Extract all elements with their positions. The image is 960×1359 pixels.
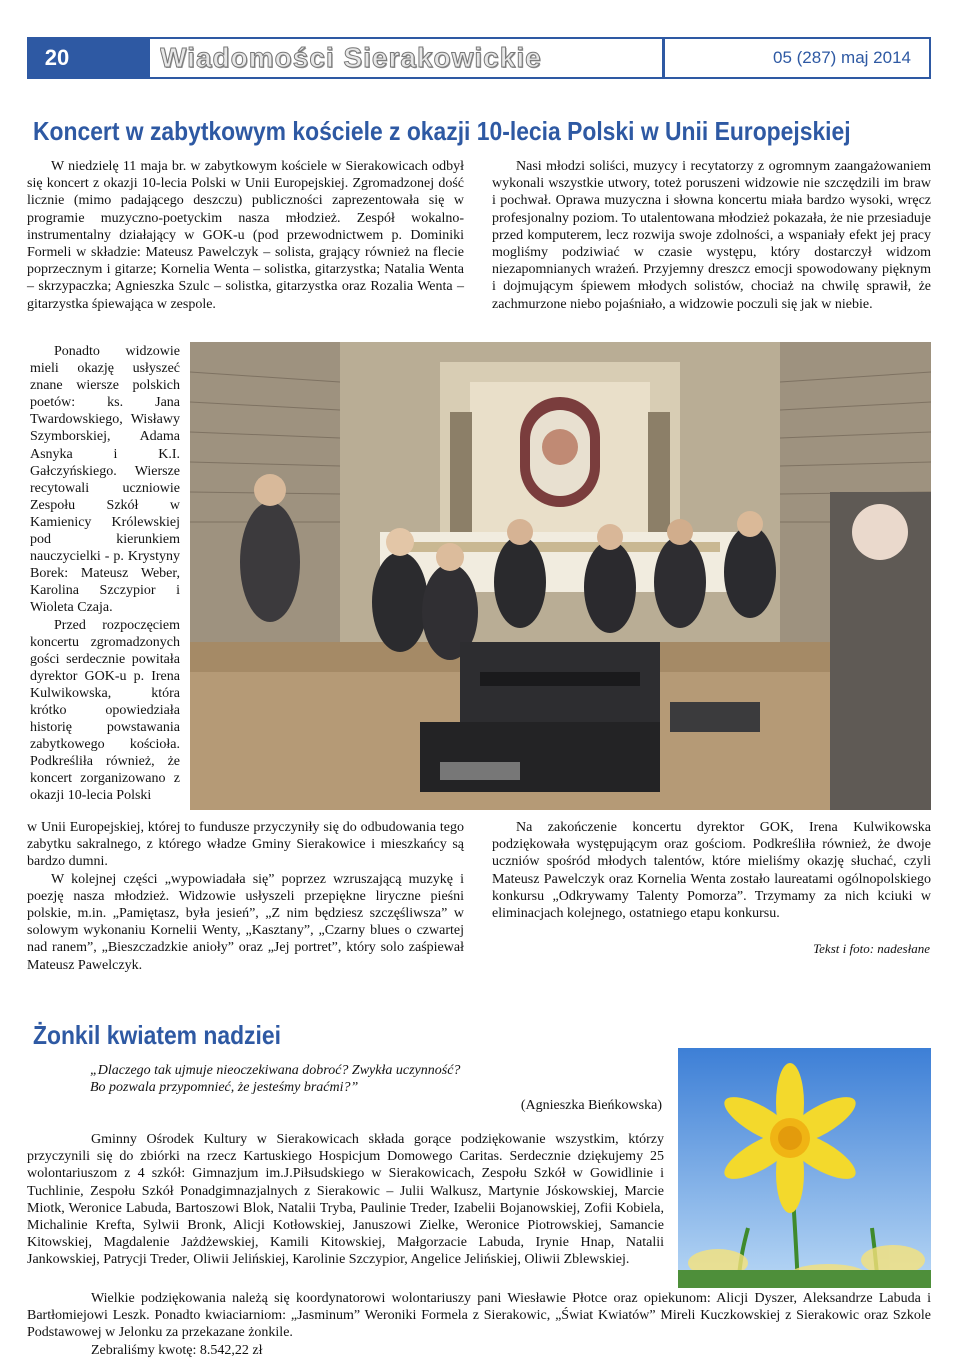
daffodil-image (678, 1048, 931, 1288)
paragraph: w Unii Europejskiej, której to fundusze przyczyniły się do odbudowania tego zabytku sakralnego, z którego władze Gminy Sierakowice i mieszkańcy są bardzo dumni. (27, 820, 464, 870)
concert-photo (190, 342, 931, 810)
masthead-title: Wiadomości Sierakowickie (160, 42, 542, 73)
article-column-left-bottom (27, 819, 464, 974)
concert-photo-image (190, 342, 931, 810)
article-column-narrow (30, 343, 180, 805)
paragraph: Wielkie podziękowania należą się koordynatorowi wolontariuszy pani Wiesławie Płotce oraz opiekunom: Alicji Dyszer, Aleksandrze Labuda i Bartłomiejowi Leszk. Ponadto kwiaciarniom: „Jasminum” Weroniki Formela z Sierakowic, „Świat Kwiatów” Mireli Kuczkowskiej z Sierakowic oraz Szkole Podstawowej w Jelonku za przekazane żonkile. (27, 1291, 931, 1341)
article2-title: Żonkil kwiatem nadziei (33, 1020, 281, 1050)
paragraph: W niedzielę 11 maja br. w zabytkowym kościele w Sierakowicach odbył się koncert z okazji 10-lecia Polski w Unii Europejskiej. Zgromadzonej dość licznie (mimo padającego deszczu) publiczności zaprezentowała się w programie muzyczno-poetyckim nasza młodzież. Zespół wokalno- instrumentalny działający w GOK-u (pod przewodnictwem p. Dominiki Formeli w składzie: Mateusz Pawelczyk – solista, grający również na flecie poprzecznym i gitarze; Kornelia Wenta – solistka, gitarzystka; Natalia Wenta – skrzypaczka; Agnieszka Szulc – solistka, gitarzystka oraz Rozalia Wenta – gitarzystka śpiewająca w zespole. (27, 159, 464, 312)
paragraph: Zebraliśmy kwotę: 8.542,22 zł (91, 1342, 263, 1358)
article-credit: Tekst i foto: nadesłane (813, 941, 930, 956)
paragraph: Nasi młodzi soliści, muzycy i recytatorzy z ogromnym zaangażowaniem wykonali wszystkie utwory, toteż poruszeni widzowie nie szczędzili im braw i pochwał. Oprawa muzyczna i słowna koncertu miała bardzo wysoki, wręcz profesjonalny poziom. To utalentowana młodzież pokazała, że nie przesiaduje przed komputerem, lecz rozwija swoje zdolności, a wspaniały efekt jej pracy mogliśmy podziwiać w czasie występu, który dostarczył widzom niezapomnianych wrażeń. Przyjemny dreszcz emocji spowodowany pięknym i dojmującym śpiewem młodych solistów, chociaż na chwilę sprawił, że zachmurzone niebo pojaśniało, a widzowie poczuli się jak w niebie. (492, 159, 931, 312)
article-column-right-bottom (492, 819, 931, 922)
quote-author: (Agnieszka Bieńkowska) (520, 1098, 662, 1113)
article-title: Koncert w zabytkowym kościele z okazji 10-lecia Polski w Unii Europejskiej (33, 116, 851, 146)
article-column-left-top (27, 158, 464, 313)
paragraph: Na zakończenie koncertu dyrektor GOK, Irena Kulwikowska podziękowała występującym oraz gościom. Podkreśliła również, że dwoje uczniów spośród młodych talentów, które mieliśmy okazję słuchać, czyli Mateusz Pawelczyk oraz Kornelia Wenta zostało laureatami ogólnopolskiego konkursu „Odkrywamy Talenty Pomorza”. Trzymamy za nich kciuki w eliminacjach kolejnego, ostatniego etapu konkursu. (492, 820, 931, 922)
paragraph: Przed rozpoczęciem koncertu zgromadzonych gości serdecznie powitała dyrektor GOK-u p. Irena Kulwikowska, która krótko opowiedziała historię powstawania zabytkowego kościoła. Podkreśliła również, że koncert zorganizowano z okazji 10-lecia Polski (30, 617, 180, 804)
quote-line: „Dlaczego tak ujmuje nieoczekiwana dobroć? Zwykła uczynność? (90, 1063, 461, 1078)
masthead (150, 39, 662, 77)
motto-quote (90, 1062, 665, 1096)
paragraph: Ponadto widzowie mieli okazję usłyszeć znane wiersze polskich poetów: ks. Jana Twardowskiego, Wisławy Szymborskiej, Adama Asnyka i K.I. Gałczyńskiego. Wiersze recytowali uczniowie Zespołu Szkół w Kamienicy Królewskiej pod kierunkiem nauczycielki - p. Krystyny Borek: Mateusz Weber, Karolina Szczypior i Wioleta Czaja. (30, 344, 180, 616)
article-column-right-top (492, 158, 931, 313)
page-number: 20 (33, 40, 81, 76)
article2-body-narrow (27, 1131, 664, 1269)
issue-label: 05 (287) maj 2014 (665, 39, 929, 77)
paragraph: W kolejnej części „wypowiadała się” poprzez wzruszającą muzykę i poezję nasza młodzież. Widzowie usłyszeli przepiękne liryczne pieśni polskie, m.in. „Pamiętasz, była jesień”, „Z nim będziesz szczęśliwsza” w solowym wykonaniu Kornelii Wenty, „Kasztany”, „Czarny blues o czwartej nad ranem”, „Bieszczadzkie anioły” oraz „Jej portret”, który solo zaśpiewał Mateusz Pawelczyk. (27, 871, 464, 973)
daffodil-photo (678, 1048, 931, 1288)
quote-line: Bo pozwala przypomnieć, że jesteśmy braćmi?” (90, 1080, 359, 1095)
paragraph: Gminny Ośrodek Kultury w Sierakowicach składa gorące podziękowanie wszystkim, którzy przyczynili się do zbiórki na rzecz Kartuskiego Hospicjum Domowego Caritas. Serdecznie dziękujemy 25 wolontariuszom z 4 szkół: Gimnazjum im.J.Piłsudskiego w Sierakowicach, Zespołu Szkół w Gowidlinie i Tuchlinie, Zespołu Szkół Ponadgimnazjalnych z Sierakowic – Julii Walkusz, Martynie Jóskowskiej, Marcie Miotk, Weronice Labuda, Bartoszowi Blok, Natalii Tryba, Paulinie Treder, Izabelii Bojanowskiej, Zofii Kobiela, Michalinie Krefta, Sylwii Bronk, Alicji Kotłowskiej, Januszowi Zielke, Weronice Piotrowskiej, Samancie Kitowskiej, Magdalenie Jażdżewskiej, Kamili Kitowskiej, Małgorzacie Labuda, Irynie Hnap, Natalii Jankowskiej, Patrycji Treder, Oliwii Jelińskiej, Karolinie Szczypior, Angelice Jelińskiej, Oliwii Zblewskiej. (27, 1132, 664, 1268)
article2-body-wide (27, 1290, 931, 1359)
